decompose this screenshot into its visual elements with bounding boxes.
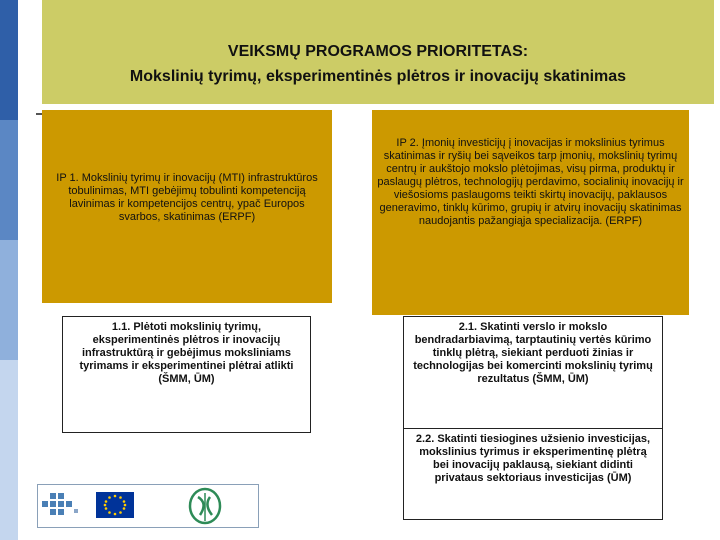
side-stripe-4: [0, 360, 18, 540]
side-stripe-2: [0, 120, 18, 240]
objective-2-2-text: 2.2. Skatinti tiesiogines užsienio investicijas, mokslinius tyrimus ir eksperimentinę plėtrą bei inovacijų paklausą, siekiant didinti privataus sektoriaus investicijas (ŪM): [415, 433, 651, 484]
leaf-emblem-icon: [190, 489, 220, 523]
objective-1-1-box: [62, 316, 311, 433]
ip2-text: IP 2. Įmonių investicijų į inovacijas ir mokslinius tyrimus skatinimas ir ryšių bei sąveikos tarp įmonių, mokslinių tyrimų centrų ir aukštojo mokslo plėtojimas, visų pirma, produktų ir paslaugų plėtros, technologijų perdavimo, socialinių inovacijų ir viešosioms paslaugoms teikti skirtų inovacijų, paklausos generavimo, tinklų kūrimo, grupių ir atvirų inovacijų skatinimas naudojantis pažangiąja specializacija. (ERPF): [377, 137, 684, 227]
header-title-line1: VEIKSMŲ PROGRAMOS PRIORITETAS:: [227, 43, 529, 60]
logo-strip-graphics: [38, 485, 258, 527]
ip1-box: [42, 110, 332, 303]
side-stripe-3: [0, 240, 18, 360]
objective-2-1-box: [403, 316, 663, 433]
priority-header: [42, 0, 714, 104]
ip2-box: [372, 110, 689, 315]
objective-1-1-text: 1.1. Plėtoti mokslinių tyrimų, eksperimentinės plėtros ir inovacijų infrastruktūrą ir gebėjimus moksliniams tyrimams ir eksperimentinei plėtrai atlikti (ŠMM, ŪM): [79, 321, 294, 385]
objective-2-2-box: [403, 428, 663, 520]
logo-strip: [37, 484, 259, 528]
objective-2-1-text: 2.1. Skatinti verslo ir mokslo bendradarbiavimą, tarptautinių vertės kūrimo tinklų plėtrą, siekiant perduoti žinias ir technologijas bei komercinti mokslinių tyrimų rezultatus (ŠMM, ŪM): [413, 321, 653, 385]
ip1-text: IP 1. Mokslinių tyrimų ir inovacijų (MTI) infrastruktūros tobulinimas, MTI gebėjimų tobulinti kompetenciją lavinimas ir kompetencijos centrų, ypač Europos svarbos, skatinimas (ERPF): [56, 172, 318, 223]
header-title-line2: Mokslinių tyrimų, eksperimentinės plėtros ir inovacijų skatinimas: [129, 68, 627, 85]
side-stripe-1: [0, 0, 18, 120]
eu-flag-icon: [96, 492, 134, 518]
cross-logo-icon: [42, 493, 78, 515]
